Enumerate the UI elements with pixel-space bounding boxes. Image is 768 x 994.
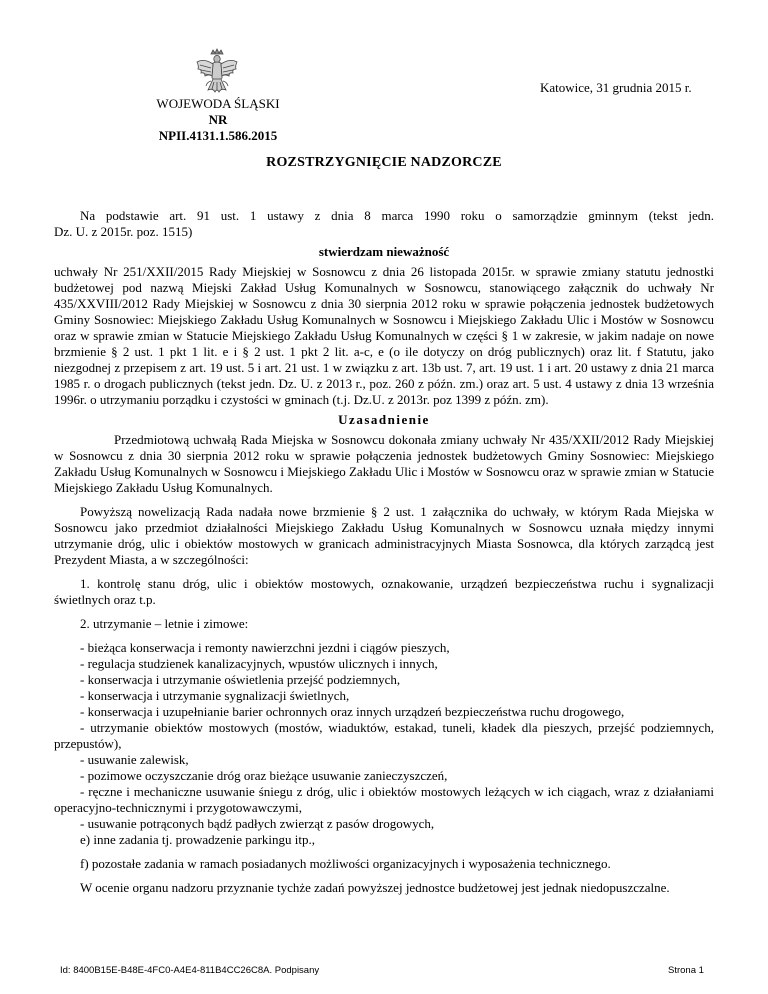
list-item: - konserwacja i uzupełnianie barier ochronnych oraz innych urządzeń bezpieczeństwa ruchu drogowego,	[80, 704, 625, 719]
list-item: - bieżąca konserwacja i remonty nawierzchni jezdni i ciągów pieszych,	[80, 640, 450, 655]
list-item: - regulacja studzienek kanalizacyjnych, wpustów ulicznych i innych,	[80, 656, 438, 671]
document-id-footer: Id: 8400B15E-B48E-4FC0-A4E4-811B4CC26C8A. Podpisany	[60, 965, 320, 976]
ruling-text: uchwały Nr 251/XXII/2015 Rady Miejskiej w Sosnowcu z dnia 26 listopada 2015r. w sprawie zmiany statutu jednostki budżetowej pod nazwą Miejski Zakład Usług Komunalnych w Sosnowcu, stanowiącego załącznik do uchwały Nr 435/XXVIII/2012 Rady Miejskiej w Sosnowcu z dnia 30 sierpnia 2012 roku w sprawie połączenia jednostek budżetowych Gminy Sosnowiec: Miejskiego Zakładu Usług Komunalnych w Sosnowcu i Miejskiego Zakładu Ulic i Mostów w Sosnowcu oraz w sprawie zmian w Statucie Miejskiego Zakładu Usług Komunalnych w części § 1 w zakresie, w jakim nadaje on nowe brzmienie § 2 ust. 1 pkt 1 lit. e i § 2 ust. 1 pkt 2 lit. a-c, e (o ile dotyczy on dróg publicznych) oraz lit. f Statutu, jako niezgodnej z przepisem z art. 19 ust. 5 i art. 21 ust. 1 w związku z art. 13b ust. 7, art. 19 ust. 1 i art. 20 ustawy z dnia 21 marca 1985 r. o drogach publicznych (tekst jedn. Dz. U. z 2013 r., poz. 260 z późn. zm.) oraz art. 5 ust. 4 ustawy z dnia 13 września 1996r. o utrzymaniu porządku i czystości w gminach (t.j. Dz.U. z 2013r. poz 1399 z późn. zm).	[54, 264, 714, 407]
list-item: - ręczne i mechaniczne usuwanie śniegu z dróg, ulic i obiektów mostowych leżących w ich ciągach, wraz z działaniami operacyjno-technicznymi i przygotowawczymi,	[54, 784, 714, 815]
list-item: e) inne zadania tj. prowadzenie parkingu itp.,	[80, 832, 315, 847]
document-body	[54, 208, 714, 896]
justification-paragraph-1: Przedmiotową uchwałą Rada Miejska w Sosnowcu dokonała zmiany uchwały Nr 435/XXII/2012 Rady Miejskiej w Sosnowcu z dnia 30 sierpnia 2012 roku w sprawie połączenia jednostek budżetowych Gminy Sosnowiec: Miejskiego Zakładu Usług Komunalnych w Sosnowcu i Miejskiego Zakładu Ulic i Mostów w Sosnowcu oraz w sprawie zmian w Statucie Miejskiego Zakładu Usług Komunalnych.	[54, 432, 714, 495]
ruling-label: stwierdzam nieważność	[318, 244, 450, 259]
assessment-paragraph: W ocenie organu nadzoru przyznanie tychże zadań powyższej jednostce budżetowej jest jednak niedopuszczalne.	[80, 880, 670, 895]
list-item: - usuwanie potrąconych bądź padłych zwierząt z pasów drogowych,	[80, 816, 435, 831]
polish-eagle-emblem-icon	[194, 48, 240, 100]
list-item: - konserwacja i utrzymanie oświetlenia przejść podziemnych,	[80, 672, 401, 687]
issuing-authority	[150, 96, 286, 144]
maintenance-list	[54, 640, 714, 848]
list-item: - pozimowe oczyszczanie dróg oraz bieżące usuwanie zanieczyszczeń,	[80, 768, 448, 783]
document-number: NR NPII.4131.1.586.2015	[158, 112, 278, 143]
authority-name: WOJEWODA ŚLĄSKI	[156, 96, 280, 111]
page-number: Strona 1	[668, 965, 704, 976]
legal-basis: Na podstawie art. 91 ust. 1 ustawy z dnia 8 marca 1990 roku o samorządzie gminnym (tekst jedn.	[80, 208, 714, 223]
scope-item-f: f) pozostałe zadania w ramach posiadanych możliwości organizacyjnych i wyposażenia technicznego.	[80, 856, 611, 871]
list-item: - utrzymanie obiektów mostowych (mostów, wiaduktów, estakad, tuneli, kładek dla pieszych, przejść podziemnych, przepustów),	[54, 720, 714, 751]
document-date: Katowice, 31 grudnia 2015 r.	[540, 80, 692, 95]
legal-basis-continuation: Dz. U. z 2015r. poz. 1515)	[54, 224, 193, 239]
document-title: ROZSTRZYGNIĘCIE NADZORCZE	[266, 155, 502, 170]
list-item: - usuwanie zalewisk,	[80, 752, 189, 767]
justification-heading: Uzasadnienie	[338, 412, 430, 427]
justification-paragraph-2: Powyższą nowelizacją Rada nadała nowe brzmienie § 2 ust. 1 załącznika do uchwały, w którym Rada Miejska w Sosnowcu jako przedmiot działalności Miejskiego Zakładu Usług Komunalnych w Sosnowcu uznała między innymi utrzymanie dróg, ulic i obiektów mostowych w granicach administracyjnych Miasta Sosnowca, dla których zarządcą jest Prezydent Miasta, a w szczególności:	[54, 504, 714, 567]
list-item: - konserwacja i utrzymanie sygnalizacji świetlnych,	[80, 688, 350, 703]
scope-item-1: 1. kontrolę stanu dróg, ulic i obiektów mostowych, oznakowanie, urządzeń bezpieczeństwa ruchu i sygnalizacji świetlnych oraz t.p.	[54, 576, 714, 607]
scope-item-2: 2. utrzymanie – letnie i zimowe:	[80, 616, 249, 631]
